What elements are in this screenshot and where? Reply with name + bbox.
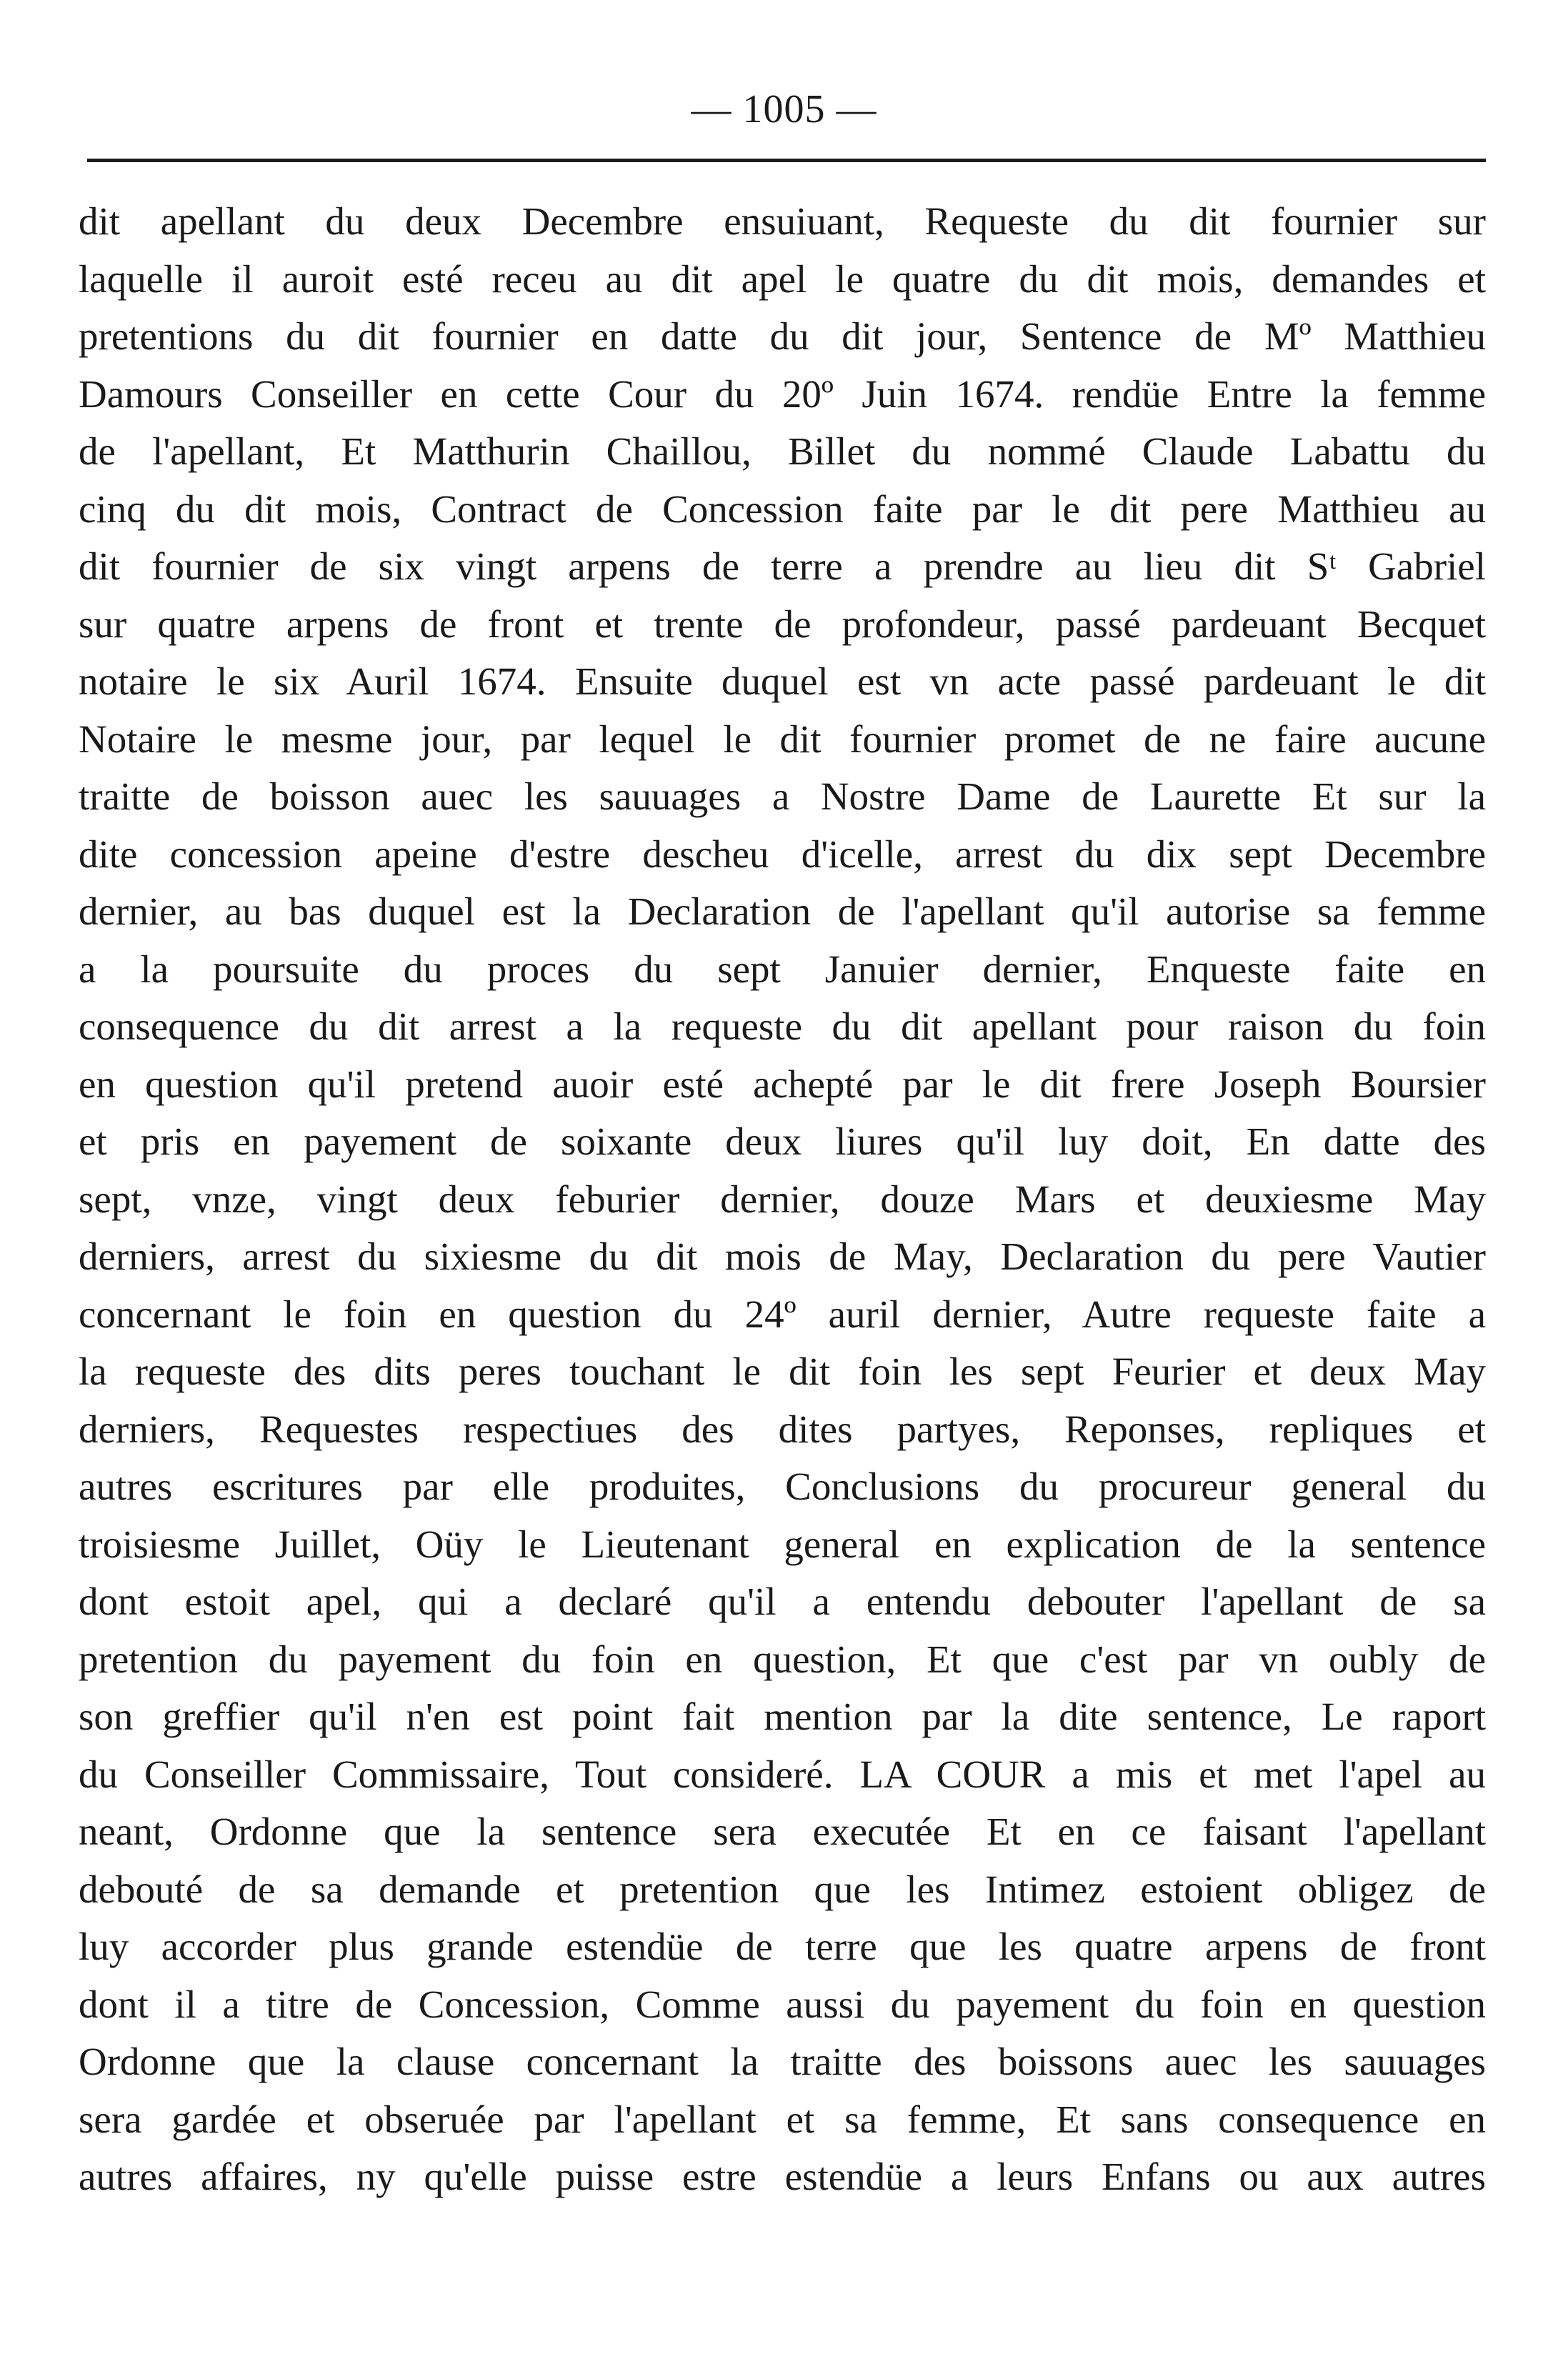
body-text [79, 193, 1486, 2206]
text-line: son greffier qu'il n'en est point fait mention par la dite sentence, Le raport [79, 1695, 1486, 1738]
text-line: dite concession apeine d'estre descheu d'icelle, arrest du dix sept Decembre [79, 832, 1486, 876]
text-line: derniers, Requestes respectiues des dites partyes, Reponses, repliques et [79, 1407, 1486, 1451]
text-line: traitte de boisson auec les sauuages a Nostre Dame de Laurette Et sur la [79, 774, 1486, 818]
text-line: dernier, au bas duquel est la Declaration de l'apellant qu'il autorise sa femme [79, 889, 1486, 933]
text-line: et pris en payement de soixante deux liures qu'il luy doit, En datte des [79, 1119, 1486, 1163]
text-line: laquelle il auroit esté receu au dit apel le quatre du dit mois, demandes et [79, 256, 1486, 301]
text-line: du Conseiller Commissaire, Tout consideré. LA COUR a mis et met l'apel au [79, 1752, 1486, 1796]
text-line: sept, vnze, vingt deux feburier dernier, douze Mars et deuxiesme May [79, 1177, 1486, 1221]
text-line: autres affaires, ny qu'elle puisse estre estendüe a leurs Enfans ou aux autres [79, 2155, 1486, 2198]
text-line: cinq du dit mois, Contract de Concession faite par le dit pere Matthieu au [79, 487, 1486, 531]
text-line: dont il a titre de Concession, Comme aussi du payement du foin en question [79, 1982, 1486, 2026]
text-line: notaire le six Auril 1674. Ensuite duquel est vn acte passé pardeuant le dit [79, 659, 1486, 703]
text-line: luy accorder plus grande estendüe de terre que les quatre arpens de front [79, 1925, 1486, 1968]
text-line: dit apellant du deux Decembre ensuiuant, Requeste du dit fournier sur [79, 199, 1486, 243]
text-line: de l'apellant, Et Matthurin Chaillou, Billet du nommé Claude Labattu du [79, 429, 1486, 473]
header-rule [87, 159, 1486, 162]
text-line: consequence du dit arrest a la requeste du dit apellant pour raison du foin [79, 1004, 1486, 1048]
text-line: neant, Ordonne que la sentence sera executée Et en ce faisant l'apellant [79, 1810, 1486, 1853]
text-line: Notaire le mesme jour, par lequel le dit fournier promet de ne faire aucune [79, 717, 1486, 761]
text-line: dont estoit apel, qui a declaré qu'il a entendu debouter l'apellant de sa [79, 1580, 1486, 1623]
text-line: Damours Conseiller en cette Cour du 20º Juin 1674. rendüe Entre la femme [79, 371, 1486, 416]
text-line: la requeste des dits peres touchant le dit foin les sept Feurier et deux May [79, 1350, 1486, 1393]
text-line: sera gardée et obseruée par l'apellant et sa femme, Et sans consequence en [79, 2097, 1486, 2141]
text-line: debouté de sa demande et pretention que les Intimez estoient obligez de [79, 1867, 1486, 1911]
text-line: dit fournier de six vingt arpens de terre a prendre au lieu dit Sᵗ Gabriel [79, 544, 1486, 588]
text-line: autres escritures par elle produites, Conclusions du procureur general du [79, 1465, 1486, 1508]
text-line: troisiesme Juillet, Oüy le Lieutenant general en explication de la sentence [79, 1522, 1486, 1566]
text-line: en question qu'il pretend auoir esté achepté par le dit frere Joseph Boursier [79, 1062, 1486, 1106]
page-number: — 1005 — [691, 87, 877, 131]
text-line: derniers, arrest du sixiesme du dit mois de May, Declaration du pere Vautier [79, 1235, 1486, 1278]
text-line: pretentions du dit fournier en datte du dit jour, Sentence de Mº Matthieu [79, 314, 1486, 358]
text-line: pretention du payement du foin en question, Et que c'est par vn oubly de [79, 1637, 1486, 1681]
text-line: Ordonne que la clause concernant la traitte des boissons auec les sauuages [79, 2040, 1486, 2083]
text-line: a la poursuite du proces du sept Januier dernier, Enqueste faite en [79, 947, 1486, 991]
text-line: concernant le foin en question du 24º auril dernier, Autre requeste faite a [79, 1292, 1486, 1336]
text-line: sur quatre arpens de front et trente de profondeur, passé pardeuant Becquet [79, 602, 1486, 646]
